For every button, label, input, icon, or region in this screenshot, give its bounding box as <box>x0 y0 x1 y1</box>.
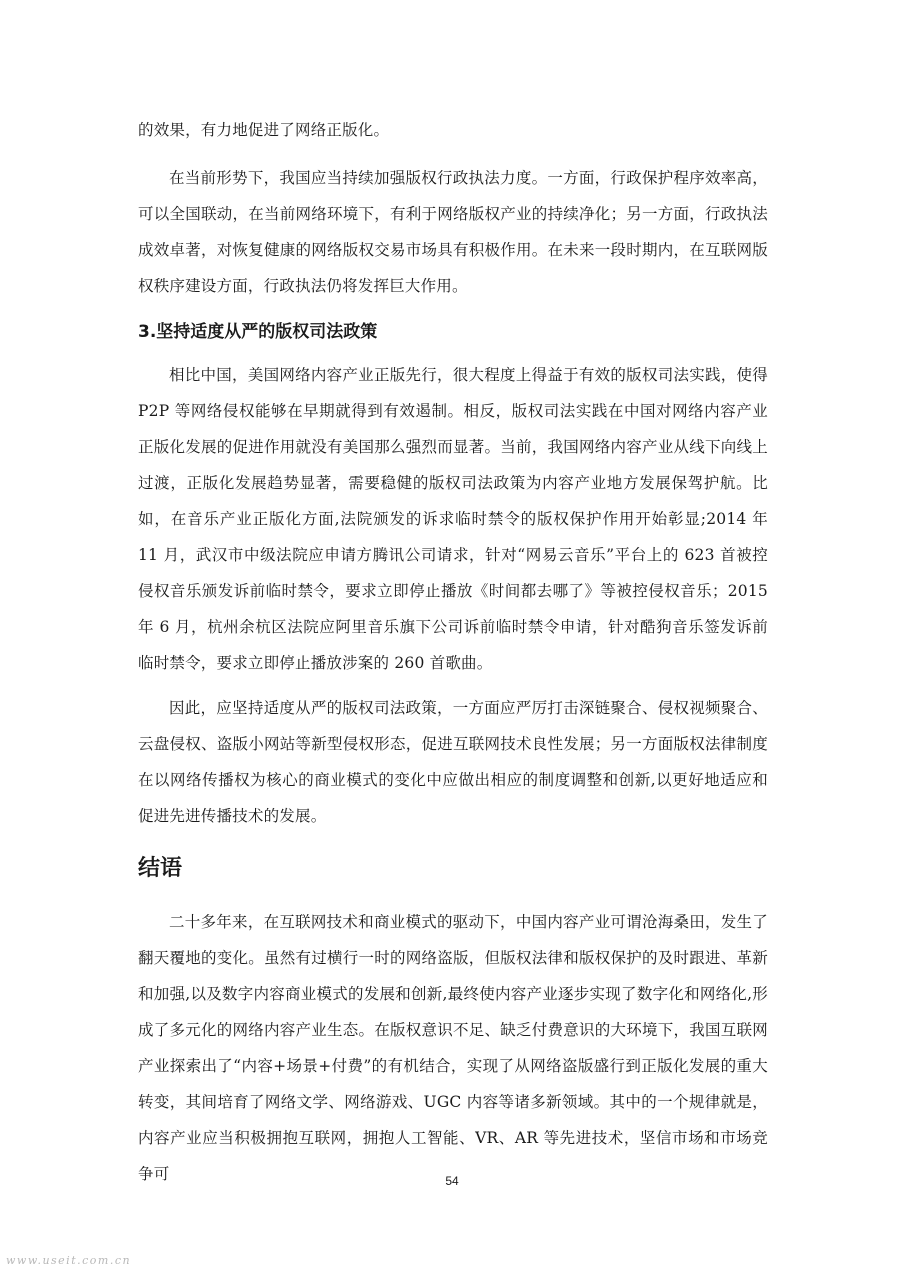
section-heading-conclusion: 结语 <box>138 856 183 881</box>
paragraph-therefore: 因此，应坚持适度从严的版权司法政策，一方面应严厉打击深链聚合、侵权视频聚合、云盘侵权、盗版小网站等新型侵权形态，促进互联网技术良性发展；另一方面版权法律制度在以网络传播权为核心的商业模式的变化中应做出相应的制度调整和创新,以更好地适应和促进先进传播技术的发展。 <box>138 699 768 825</box>
section-heading-judicial-policy: 3.坚持适度从严的版权司法政策 <box>138 322 378 342</box>
paragraph-us-comparison: 相比中国，美国网络内容产业正版先行，很大程度上得益于有效的版权司法实践，使得P2P 等网络侵权能够在早期就得到有效遏制。相反，版权司法实践在中国对网络内容产业正版化发展的促进作用就没有美国那么强烈而显著。当前，我国网络内容产业从线下向线上过渡，正版化发展趋势显著，需要稳健的版权司法政策为内容产业地方发展保驾护航。比如，在音乐产业正版化方面,法院颁发的诉求临时禁令的版权保护作用开始彰显;2014 年 11 月，武汉市中级法院应申请方腾讯公司请求，针对“网易云音乐”平台上的 623 首被控侵权音乐颁发诉前临时禁令，要求立即停止播放《时间都去哪了》等被控侵权音乐；2015 年 6 月，杭州余杭区法院应阿里音乐旗下公司诉前临时禁令申请，针对酷狗音乐签发诉前临时禁令，要求立即停止播放涉案的 260 首歌曲。 <box>138 366 768 672</box>
page-number: 54 <box>445 1174 459 1188</box>
paragraph-continuation: 的效果，有力地促进了网络正版化。 <box>138 121 390 139</box>
paragraph-conclusion: 二十多年来，在互联网技术和商业模式的驱动下，中国内容产业可谓沧海桑田，发生了翻天覆地的变化。虽然有过横行一时的网络盗版，但版权法律和版权保护的及时跟进、革新和加强,以及数字内容商业模式的发展和创新,最终使内容产业逐步实现了数字化和网络化,形成了多元化的网络内容产业生态。在版权意识不足、缺乏付费意识的大环境下，我国互联网产业探索出了“内容+场景+付费”的有机结合，实现了从网络盗版盛行到正版化发展的重大转变，其间培育了网络文学、网络游戏、UGC 内容等诸多新领域。其中的一个规律就是，内容产业应当积极拥抱互联网，拥抱人工智能、VR、AR 等先进技术，坚信市场和市场竞争可 <box>138 913 768 1183</box>
paragraph-administrative-enforcement: 在当前形势下，我国应当持续加强版权行政执法力度。一方面，行政保护程序效率高，可以全国联动，在当前网络环境下，有利于网络版权产业的持续净化；另一方面，行政执法成效卓著，对恢复健康的网络版权交易市场具有积极作用。在未来一段时期内，在互联网版权秩序建设方面，行政执法仍将发挥巨大作用。 <box>138 169 768 295</box>
watermark-text: www.useit.com.cn <box>6 1254 132 1267</box>
